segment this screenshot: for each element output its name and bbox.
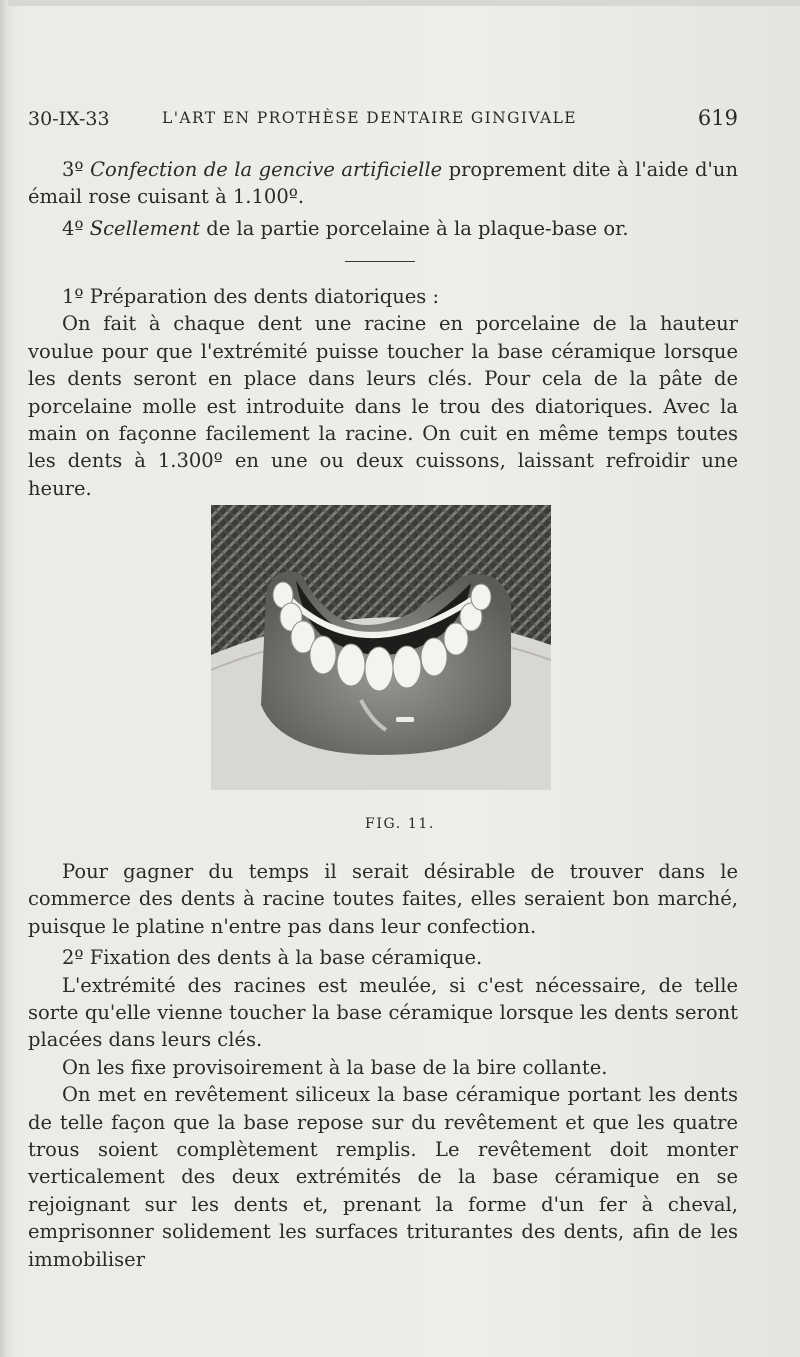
intro-items <box>28 156 738 242</box>
running-header <box>28 106 740 134</box>
paragraph-racines: L'extrémité des racines est meulée, si c'est nécessaire, de telle sorte qu'elle vienne toucher la base céramique lorsque les dents seront placées dans leurs clés. <box>28 973 738 1052</box>
section-1 <box>28 283 738 502</box>
paragraph-fixe: On les fixe provisoirement à la base de la bire collante. <box>62 1055 608 1079</box>
page-top-edge <box>0 0 800 6</box>
header-date: 30-IX-33 <box>28 108 110 130</box>
item-4 <box>28 215 738 242</box>
figure-photo-denture <box>211 505 551 790</box>
figure-caption: FIG. 11. <box>365 816 435 832</box>
paragraph-commerce: Pour gagner du temps il serait désirable de trouver dans le commerce des dents à racine toutes faites, elles seraient bon marché, puisque le platine n'entre pas dans leur confection. <box>28 860 738 938</box>
section-2-heading: 2º Fixation des dents à la base céramique. <box>62 946 483 970</box>
item-3-number: 3º <box>62 158 91 181</box>
page-binding-edge <box>0 0 8 1357</box>
section-divider <box>345 261 415 262</box>
header-title: L'ART EN PROTHÈSE DENTAIRE GINGIVALE <box>162 109 577 127</box>
paragraph-revetement: On met en revêtement siliceux la base céramique portant les dents de telle façon que la base repose sur du revêtement et que les quatre trous soient complètement remplis. Le revêtement doit monter verticalement des deux extrémités de la base céramique en se rejoignant sur les dents et, prenant la forme d'un fer à cheval, emprisonner solidement les surfaces triturantes des dents, afin de les immobiliser <box>28 1083 738 1271</box>
item-3-title: Confection de la gencive artificielle <box>90 158 443 181</box>
item-3 <box>28 156 738 211</box>
item-4-title: Scellement <box>89 216 201 240</box>
section-1-heading: 1º Préparation des dents diatoriques : <box>62 285 440 308</box>
item-4-number: 4º <box>62 216 90 240</box>
section-2 <box>28 858 738 1273</box>
item-4-text: de la partie porcelaine à la plaque-base or. <box>200 216 629 240</box>
page-number: 619 <box>697 106 738 130</box>
denture-photo-icon <box>211 505 551 790</box>
section-1-paragraph: On fait à chaque dent une racine en porcelaine de la hauteur voulue pour que l'extrémité puisse toucher la base céramique lorsque les dents seront en place dans leurs clés. Pour cela de la pâte de porcelaine molle est introduite dans le trou des diatoriques. Avec la main on façonne facilement la racine. On cuit en même temps toutes les dents à 1.300º en une ou deux cuissons, laissant refroidir une heure. <box>28 312 738 500</box>
item-3-text: proprement dite à l'aide d'un émail rose cuisant à 1.100º. <box>28 158 739 209</box>
